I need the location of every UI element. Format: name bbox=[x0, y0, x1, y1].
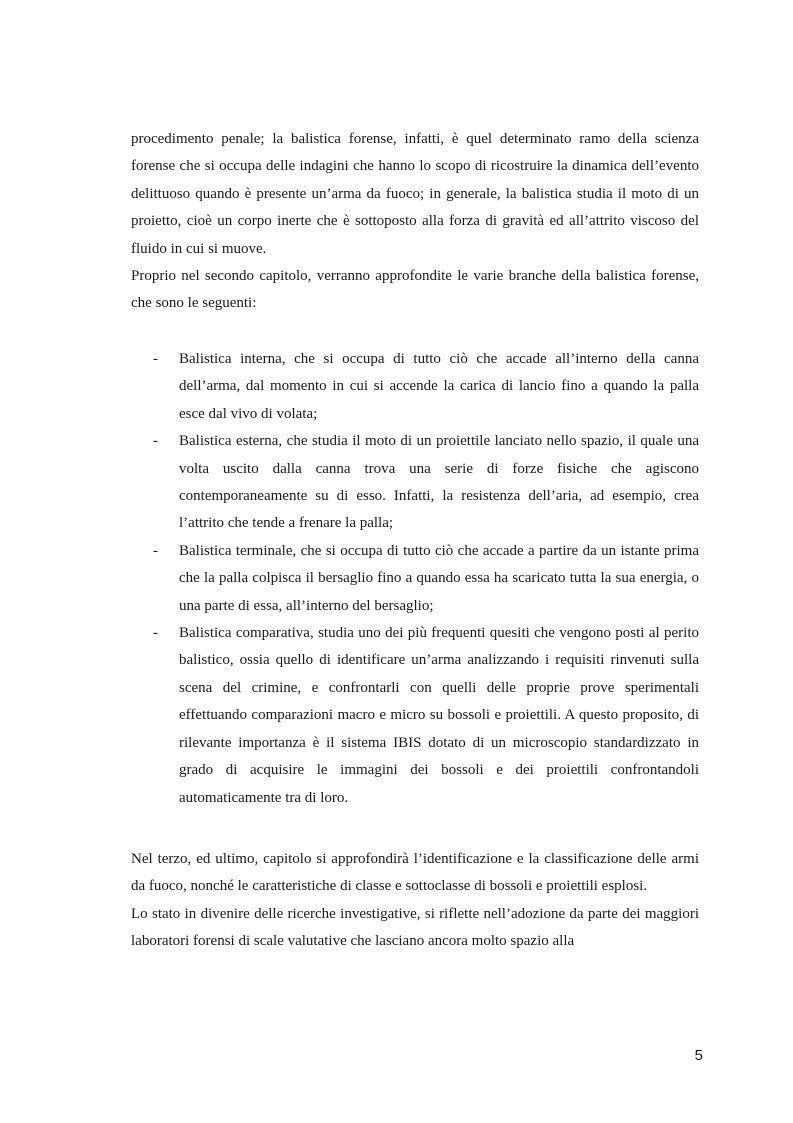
list-item bbox=[131, 346, 699, 428]
page-number: 5 bbox=[694, 1047, 703, 1064]
paragraph-outro-2: Lo stato in divenire delle ricerche investigative, si riflette nell’adozione da parte dei maggiori laboratori forensi di scale valutative che lasciano ancora molto spazio alla bbox=[131, 905, 699, 950]
list-item-text: Balistica terminale, che si occupa di tutto ciò che accade a partire da un istante prima che la palla colpisca il bersaglio fino a quando essa ha scaricato tutta la sua energia, o una parte di essa, all’interno del bersaglio; bbox=[179, 542, 699, 614]
list-item bbox=[131, 538, 699, 620]
list-item-text: Balistica interna, che si occupa di tutto ciò che accade all’interno della canna dell’arma, dal momento in cui si accende la carica di lancio fino a quando la palla esce dal vivo di volata; bbox=[179, 351, 699, 422]
paragraph-intro-2: Proprio nel secondo capitolo, verranno approfondite le varie branche della balistica forense, che sono le seguenti: bbox=[131, 268, 699, 312]
intro-section bbox=[131, 126, 699, 318]
paragraph-outro-1: Nel terzo, ed ultimo, capitolo si approfondirà l’identificazione e la classificazione delle armi da fuoco, nonché le caratteristiche di classe e sottoclasse di bossoli e proiettili esplosi. bbox=[131, 851, 699, 895]
list-item-text: Balistica esterna, che studia il moto di un proiettile lanciato nello spazio, il quale una volta uscito dalla canna trova una serie di forze fisiche che agiscono contemporaneamente su di esso. Infatti, la resistenza dell’aria, ad esempio, crea l’attrito che tende a frenare la palla; bbox=[179, 433, 699, 532]
branches-list-section bbox=[131, 346, 699, 812]
list-item bbox=[131, 620, 699, 812]
list-marker: - bbox=[153, 542, 158, 559]
list-item bbox=[131, 428, 699, 538]
branches-list bbox=[131, 346, 699, 812]
list-item-text: Balistica comparativa, studia uno dei più frequenti quesiti che vengono posti al perito balistico, ossia quello di identificare un’arma analizzando i requisiti rinvenuti sulla scena del crimine, e confrontarli con quelli delle proprie prove sperimentali effettuando comparazioni macro e micro su bossoli e proiettili. A questo proposito, di rilevante importanza è il sistema IBIS dotato di un microscopio standardizzato in grado di acquisire le immagini dei bossoli e dei proiettili confrontandoli automaticamente tra di loro. bbox=[179, 625, 699, 806]
list-marker: - bbox=[153, 433, 158, 450]
list-marker: - bbox=[153, 625, 158, 642]
outro-section bbox=[131, 846, 699, 956]
paragraph-intro-1: procedimento penale; la balistica forense, infatti, è quel determinato ramo della scienza forense che si occupa delle indagini che hanno lo scopo di ricostruire la dinamica dell’evento delittuoso quando è presente un’arma da fuoco; in generale, la balistica studia il moto di un proietto, cioè un corpo inerte che è sottoposto alla forza di gravità ed all’attrito viscoso del fluido in cui si muove. bbox=[131, 131, 699, 257]
list-marker: - bbox=[153, 351, 158, 367]
